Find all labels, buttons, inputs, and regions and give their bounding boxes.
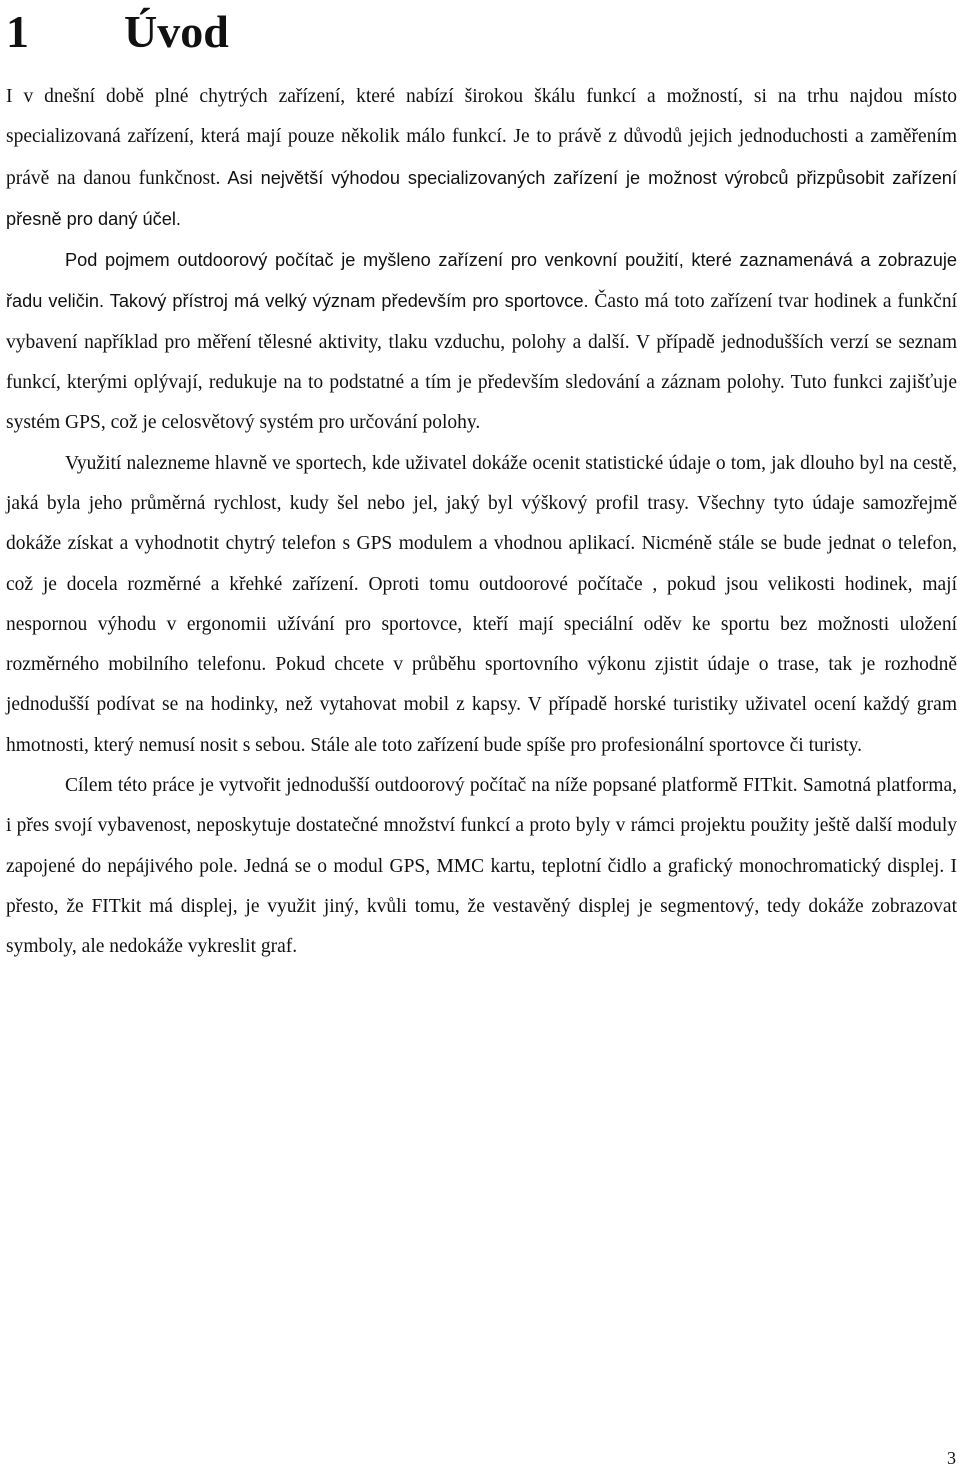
paragraph-usage <box>6 444 957 766</box>
paragraph-text: Využití nalezneme hlavně ve sportech, kde uživatel dokáže ocenit statistické údaje o tom, jak dlouho byl na cestě, jaká byla jeho průměrná rychlost, kudy šel nebo jel, jaký byl výškový profil trasy. Všechny tyto údaje samozřejmě dokáže získat a vyhodnotit chytrý telefon s GPS modulem a vhodnou aplikací. Nicméně stále se bude jednat o telefon, což je docela rozměrné a křehké zařízení. Oproti tomu outdoorové počítače , pokud jsou velikosti hodinek, mají nespornou výhodu v ergonomii užívání pro sportovce, kteří mají speciální oděv ke sportu bez možnosti uložení rozměrného mobilního telefonu. Pokud chcete v průběhu sportovního výkonu zjistit údaje o trase, tak je rozhodně jednodušší podívat se na hodinky, než vytahovat mobil z kapsy. V případě horské turistiky uživatel ocení každý gram hmotnosti, který nemusí nosit s sebou. Stále ale toto zařízení bude spíše pro profesionální sportovce či turisty. <box>6 452 957 756</box>
chapter-number: 1 <box>6 6 29 57</box>
paragraph-text: Asi největší výhodou specializovaných zařízení je možnost výrobců přizpůsobit zařízení přesně pro daný účel. <box>6 167 957 229</box>
paragraph-text: I v dnešní době plné chytrých zařízení, které nabízí širokou škálu funkcí a možností, si na trhu najdou místo specializovaná zařízení, která mají pouze několik málo funkcí. Je to právě z důvodů jejich jednoduchosti a zaměřením právě na danou funkčnost. <box>6 86 957 189</box>
chapter-heading <box>6 2 229 62</box>
paragraph-text: Cílem této práce je vytvořit jednodušší outdoorový počítač na níže popsané platformě FITkit. Samotná platforma, i přes svojí vybavenost, neposkytuje dostatečné množství funkcí a proto byly v rámci projektu použity ještě další moduly zapojené do nepájivého pole. Jedná se o modul GPS, MMC kartu, teplotní čidlo a grafický monochromatický displej. I přesto, že FITkit má displej, je využit jiný, kvůli tomu, že vestavěný displej je segmentový, tedy dokáže zobrazovat symboly, ale nedokáže vykreslit graf. <box>6 775 957 958</box>
page-number: 3 <box>947 1448 956 1468</box>
paragraph-text: Pod pojmem outdoorový počítač je myšleno zařízení pro venkovní použití, které zaznamenává a zobrazuje řadu veličin. Takový přístroj má velký význam především pro sportovce. <box>6 250 957 312</box>
paragraph-goal <box>6 766 957 967</box>
chapter-title: Úvod <box>124 6 229 57</box>
paragraph-definition <box>6 240 957 443</box>
body-text <box>6 77 957 968</box>
paragraph-text: Často má toto zařízení tvar hodinek a funkční vybavení například pro měření tělesné aktivity, tlaku vzduchu, polohy a další. V případě jednodušších verzí se seznam funkcí, kterými oplývají, redukuje na to podstatné a tím je především sledování a záznam polohy. Tuto funkci zajišťuje systém GPS, což je celosvětový systém pro určování polohy. <box>6 291 957 434</box>
paragraph-intro <box>6 77 957 240</box>
